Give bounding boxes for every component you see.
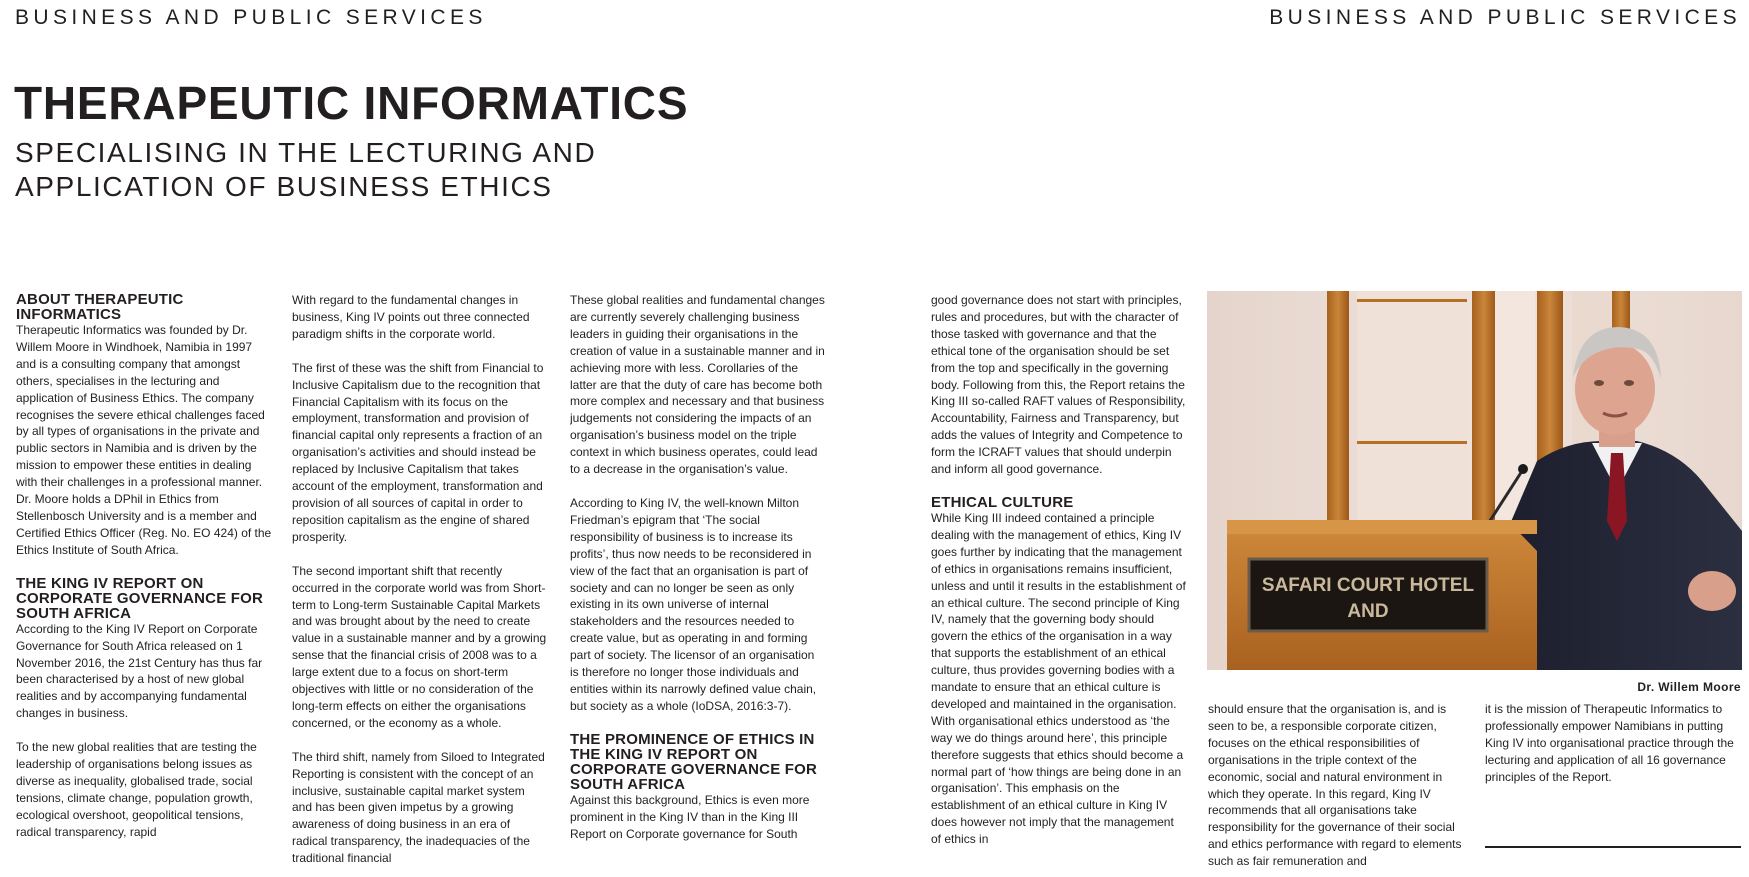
podium-sign-line-2: AND xyxy=(1347,601,1389,622)
subtitle-line-1: SPECIALISING IN THE LECTURING AND xyxy=(15,137,597,168)
paragraph: Against this background, Ethics is even more prominent in the King IV than in the King III Report on Corporate governance for South xyxy=(570,792,810,841)
heading-prominence-of-ethics: THE PROMINENCE OF ETHICS IN THE KING IV REPORT ON CORPORATE GOVERNANCE FOR SOUTH AFRICA xyxy=(570,730,818,793)
paragraph: The second important shift that recently occurred in the corporate world was from Short-term to Long-term Sustainable Capital Markets and was brought about by the need to create value in a sustainable manner and by a growing sense that the financial crisis of 2008 was to a large extent due to a focus on short-term objectives with little or no consideration of the long-term effects on either the organisations concerned, or the economy as a whole. xyxy=(292,563,547,730)
podium-sign-line-1: SAFARI COURT HOTEL xyxy=(1261,575,1475,596)
speaker-hand xyxy=(1688,571,1736,611)
speaker-photo xyxy=(1207,291,1742,670)
paragraph: While King III indeed contained a principle dealing with the management of ethics, King IV goes further by indicating that the management of ethics in organisations remains insufficient, unless and until it results in the establishment of an ethical culture. The second principle of King IV, namely that the governing body should govern the ethics of the organisation in a way that supports the establishment of an ethical culture, thus provides governing bodies with a mandate to ensure that an ethical culture is developed and maintained in the organisation. With organisational ethics understood as ‘the way we do things around here’, this principle therefore suggests that ethics should become a normal part of ‘how things are being done in an organisation’. This emphasis on the establishment of an ethical culture in King IV does however not imply that the management of ethics in xyxy=(931,510,1186,847)
paragraph: The first of these was the shift from Financial to Inclusive Capitalism due to the recognition that Financial Capitalism with its focus on the employment, transformation and provision of financial capital only represents a fraction of an organisation’s activities and should instead be replaced by Inclusive Capitalism that takes account of the employment, transformation and provision of all sources of capital in order to reposition capitalism as the engine of shared prosperity. xyxy=(292,360,544,544)
paragraph: should ensure that the organisation is, and is seen to be, a responsible corporate citizen, focuses on the ethical responsibilities of organisations in the triple context of the economic, social and natural environment in which they operate. In this regard, King IV recommends that all organisations take responsibility for the governance of their social and ethics performance with regard to elements such as fair remuneration and xyxy=(1208,702,1462,869)
paragraph: good governance does not start with principles, rules and procedures, but with the character of those tasked with governance and that the ethical tone of the organisation should be set from the top and specifically in the governing body. Following from this, the Report retains the King III so-called RAFT values of Responsibility, Accountability, Fairness and Transparency, but adds the values of Integrity and Competence to form the ICRAFT values that should underpin and inform all good governance. xyxy=(931,293,1186,477)
paragraph: To the new global realities that are testing the leadership of organisations belong issues as diverse as inequality, globalised trade, social tensions, climate change, population growth, ecological overshoot, geopolitical tensions, radical transparency, rapid xyxy=(16,740,257,839)
column-6 xyxy=(1485,701,1741,877)
article-title: THERAPEUTIC INFORMATICS xyxy=(14,77,689,129)
paragraph: According to the King IV Report on Corporate Governance for South Africa released on 1 November 2016, the 21st Century has thus far been characterised by a host of new global realities and by accompanying fundamental changes in business. xyxy=(16,621,263,721)
subtitle-line-2: APPLICATION OF BUSINESS ETHICS xyxy=(15,171,553,202)
column-1 xyxy=(16,292,272,877)
column-3 xyxy=(570,292,826,877)
paragraph: Therapeutic Informatics was founded by Dr. Willem Moore in Windhoek, Namibia in 1997 and is a consulting company that amongst others, specialises in the lecturing and application of Business Ethics. The company recognises the severe ethical challenges faced by all types of organisations in the private and public sectors in Namibia and is driven by the mission to empower these entities in dealing with their challenges in a professional manner. Dr. Moore holds a DPhil in Ethics from Stellenbosch University and is a member and Certified Ethics Officer (Reg. No. EO 424) of the Ethics Institute of South Africa. xyxy=(16,323,272,557)
photo-caption: Dr. Willem Moore xyxy=(1637,680,1741,694)
heading-about: ABOUT THERAPEUTIC INFORMATICS xyxy=(16,292,184,323)
wood-panel xyxy=(1357,441,1467,444)
running-head-left: BUSINESS AND PUBLIC SERVICES xyxy=(15,6,487,29)
running-head-right: BUSINESS AND PUBLIC SERVICES xyxy=(1269,6,1741,29)
heading-king-iv-report: THE KING IV REPORT ON CORPORATE GOVERNANCE FOR SOUTH AFRICA xyxy=(16,574,264,622)
column-2 xyxy=(292,292,548,877)
column-5 xyxy=(1208,701,1466,877)
wood-panel xyxy=(1357,299,1467,302)
paragraph: it is the mission of Therapeutic Informatics to professionally empower Namibians in putting King IV into organisational practice through the lecturing and application of all 16 governance principles of the Report. xyxy=(1485,702,1734,784)
paragraph: These global realities and fundamental changes are currently severely challenging business leaders in guiding their organisations in the creation of value in a sustainable manner and in achieving more with less. Corollaries of the latter are that the duty of care has become both more complex and necessary and that business judgements not considering the impacts of an organisation’s business model on the triple context in which business operates, could lead to a decrease in the organisation’s value. xyxy=(570,293,825,477)
heading-ethical-culture: ETHICAL CULTURE xyxy=(931,493,1074,511)
paragraph: According to King IV, the well-known Milton Friedman’s epigram that ‘The social responsibility of business is to increase its profits’, thus now needs to be reconsidered in view of the fact that an organisation is part of society and can no longer be seen as only existing in its own universe of internal stakeholders and the resources needed to create value, but as operating in and forming part of society. The licensor of an organisation is therefore no longer those individuals and entities within its narrowly defined value chain, but society as a whole (IoDSA, 2016:3-7). xyxy=(570,495,817,713)
closing-rule xyxy=(1485,846,1741,848)
paragraph: With regard to the fundamental changes in business, King IV points out three connected paradigm shifts in the corporate world. xyxy=(292,293,530,341)
article-subtitle xyxy=(15,136,596,204)
paragraph: The third shift, namely from Siloed to Integrated Reporting is consistent with the concept of an inclusive, sustainable capital market system and has been given impetus by a growing awareness of doing business in an era of radical transparency, the inadequacies of the traditional financial xyxy=(292,749,545,866)
column-4 xyxy=(931,292,1187,877)
